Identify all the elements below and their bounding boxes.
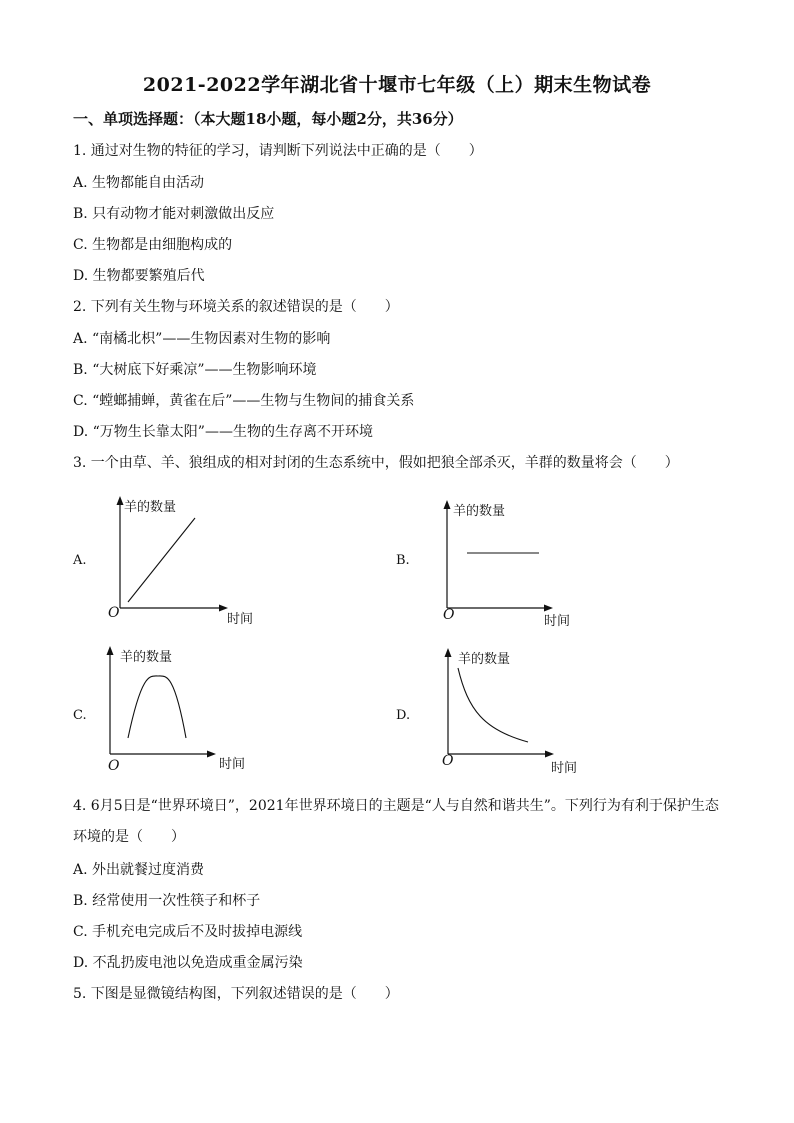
question-3-stem: 3. 一个由草、羊、狼组成的相对封闭的生态系统中，假如把狼全部杀灭，羊群的数量将会（ ） bbox=[73, 455, 679, 471]
graph-b-x-arrow bbox=[544, 605, 553, 612]
graph-c-option-label: C. bbox=[73, 708, 87, 723]
question-4-option-b: B. 经常使用一次性筷子和杯子 bbox=[73, 893, 261, 909]
question-4-option-a: A. 外出就餐过度消费 bbox=[73, 862, 205, 878]
question-1-option-b: B. 只有动物才能对刺激做出反应 bbox=[73, 206, 275, 222]
question-4-option-d: D. 不乱扔废电池以免造成重金属污染 bbox=[73, 955, 303, 971]
graph-d-option-label: D. bbox=[396, 708, 411, 723]
question-4-stem: 4. 6月5日是“世界环境日”，2021年世界环境日的主题是“人与自然和谐共生”。下列行为有利于保护生态环境的是（ ） bbox=[73, 798, 719, 845]
question-1-option-a: A. 生物都能自由活动 bbox=[73, 175, 205, 191]
graph-b-origin: O bbox=[443, 607, 455, 623]
question-2-option-a: A. “南橘北枳”——生物因素对生物的影响 bbox=[73, 331, 331, 347]
graph-d-y-label: 羊的数量 bbox=[458, 652, 511, 667]
question-1-stem: 1. 通过对生物的特征的学习，请判断下列说法中正确的是（ ） bbox=[73, 143, 483, 159]
question-2-option-b: B. “大树底下好乘凉”——生物影响环境 bbox=[73, 362, 317, 378]
graph-d-y-arrow bbox=[445, 648, 452, 657]
graph-a-y-label: 羊的数量 bbox=[124, 500, 177, 515]
question-2-stem: 2. 下列有关生物与环境关系的叙述错误的是（ ） bbox=[73, 299, 399, 315]
graph-c-x-label: 时间 bbox=[219, 757, 246, 772]
graph-c-y-arrow bbox=[107, 646, 114, 655]
section-heading: 一、单项选择题：（本大题18小题，每小题2分，共36分） bbox=[73, 110, 463, 128]
graph-a-origin: O bbox=[108, 605, 120, 621]
graph-c bbox=[98, 644, 268, 778]
question-5-stem: 5. 下图是显微镜结构图，下列叙述错误的是（ ） bbox=[73, 986, 399, 1002]
graph-a-y-arrow bbox=[117, 496, 124, 505]
graph-b-y-label: 羊的数量 bbox=[453, 504, 506, 519]
graph-a bbox=[100, 496, 270, 626]
graph-a-curve-rising bbox=[128, 518, 195, 602]
graph-a-option-label: A. bbox=[73, 553, 87, 568]
graph-d-origin: O bbox=[442, 753, 454, 769]
graph-c-curve-arch bbox=[128, 676, 186, 738]
graph-b-option-label: B. bbox=[396, 553, 410, 568]
graph-b bbox=[427, 500, 597, 630]
graph-d-curve-decay bbox=[458, 668, 528, 742]
question-1-option-c: C. 生物都是由细胞构成的 bbox=[73, 237, 233, 253]
graph-c-origin: O bbox=[108, 758, 120, 774]
question-2-option-d: D. “万物生长靠太阳”——生物的生存离不开环境 bbox=[73, 424, 373, 440]
question-1-option-d: D. 生物都要繁殖后代 bbox=[73, 268, 205, 284]
graph-b-x-label: 时间 bbox=[544, 614, 571, 629]
graph-d-x-arrow bbox=[545, 751, 554, 758]
question-2-option-c: C. “螳螂捕蝉，黄雀在后”——生物与生物间的捕食关系 bbox=[73, 393, 415, 409]
graph-a-x-arrow bbox=[219, 605, 228, 612]
graph-a-x-label: 时间 bbox=[227, 612, 254, 627]
graph-c-y-label: 羊的数量 bbox=[120, 650, 173, 665]
question-4-option-c: C. 手机充电完成后不及时拔掉电源线 bbox=[73, 924, 303, 940]
graph-b-y-arrow bbox=[444, 500, 451, 509]
graph-d-x-label: 时间 bbox=[551, 761, 578, 776]
graph-c-x-arrow bbox=[207, 751, 216, 758]
page-title: 2021-2022学年湖北省十堰市七年级（上）期末生物试卷 bbox=[142, 74, 652, 96]
graph-d bbox=[428, 648, 598, 782]
